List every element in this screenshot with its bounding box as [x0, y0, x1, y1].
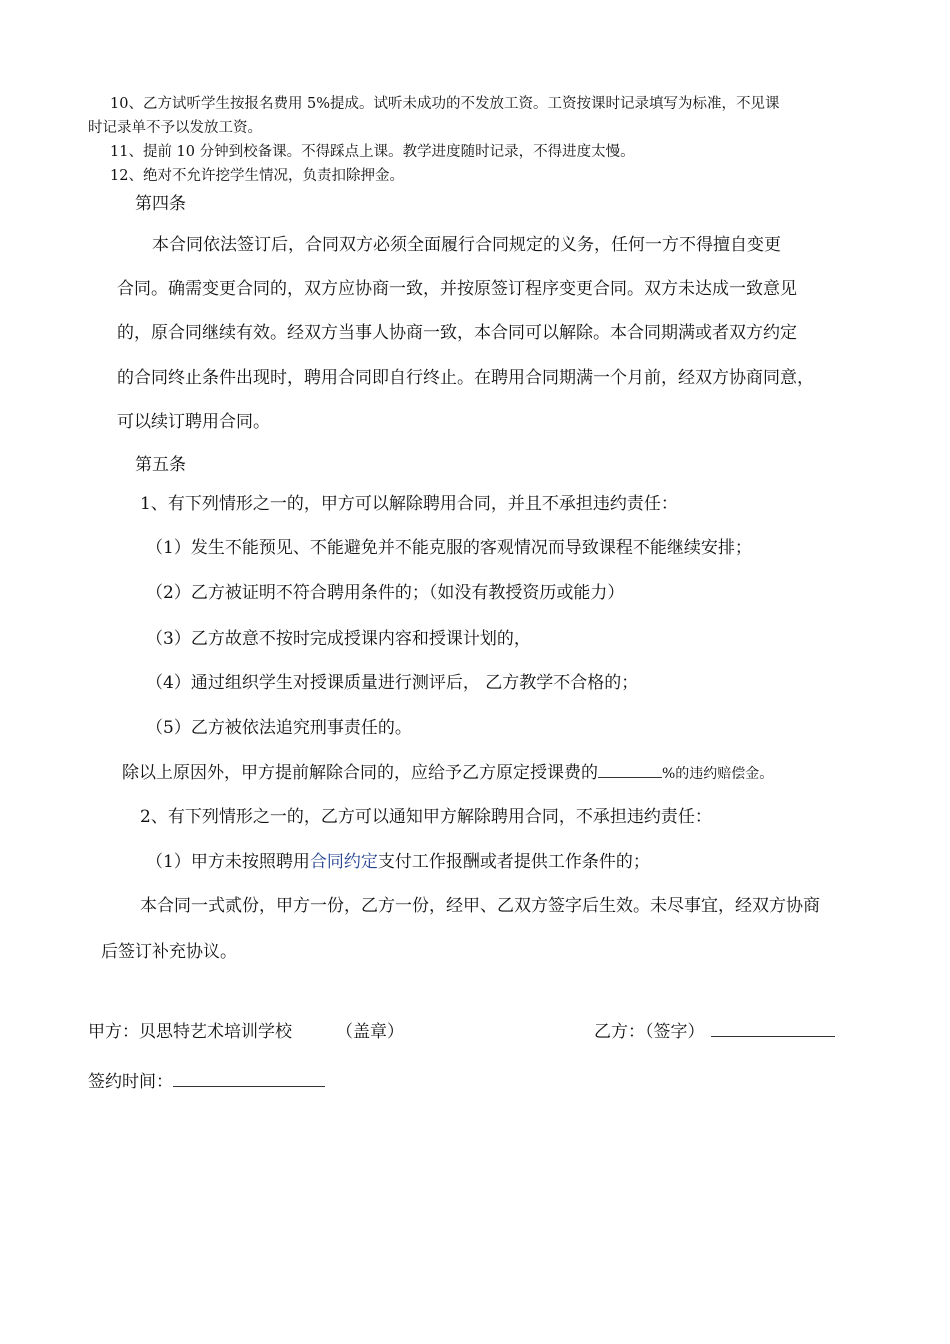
clause-10-line1: 10、乙方试听学生按报名费用 5%提成。试听未成功的不发放工资。工资按课时记录填写为标准，不见课 — [110, 96, 780, 112]
penalty-text-after: %的违约赔偿金。 — [662, 766, 774, 782]
party-b-signature — [594, 1017, 835, 1042]
article-4-heading: 第四条 — [135, 194, 186, 214]
clause-2-item-text: （1）甲方未按照聘用 — [146, 852, 310, 872]
article-4-line: 合同。确需变更合同的，双方应协商一致，并按原签订程序变更合同。双方未达成一致意见 — [117, 279, 797, 299]
article-5-clause-1-item: （4）通过组织学生对授课质量进行测评后， 乙方教学不合格的； — [146, 673, 639, 693]
clause-2-item-text-end: 支付工作报酬或者提供工作条件的； — [377, 852, 650, 872]
article-5-clause-2: 2、有下列情形之一的，乙方可以通知甲方解除聘用合同，不承担违约责任： — [140, 807, 712, 827]
article-4-line: 的，原合同继续有效。经双方当事人协商一致，本合同可以解除。本合同期满或者双方约定 — [117, 323, 797, 343]
article-5-clause-1-item: （2）乙方被证明不符合聘用条件的；（如没有教授资历或能力） — [146, 583, 625, 603]
penalty-percent-blank[interactable] — [598, 776, 662, 778]
signing-date-blank[interactable] — [173, 1085, 325, 1087]
penalty-clause — [122, 758, 773, 783]
closing-line-1: 本合同一式贰份，甲方一份，乙方一份，经甲、乙双方签字后生效。未尽事宜，经双方协商 — [140, 896, 820, 916]
article-5-clause-1-item: （3）乙方故意不按时完成授课内容和授课计划的， — [146, 629, 531, 649]
article-5-clause-2-item — [146, 847, 650, 872]
article-5-heading: 第五条 — [135, 455, 186, 475]
signing-date-label: 签约时间： — [88, 1072, 173, 1092]
signing-date — [88, 1067, 325, 1092]
article-4-line: 可以续订聘用合同。 — [117, 412, 270, 432]
article-4-line: 的合同终止条件出现时，聘用合同即自行终止。在聘用合同期满一个月前，经双方协商同意， — [117, 368, 814, 388]
clause-12: 12、绝对不允许挖学生情况，负责扣除押金。 — [110, 168, 404, 184]
contract-terms-link[interactable]: 合同约定 — [309, 852, 378, 872]
clause-11: 11、提前 10 分钟到校备课。不得踩点上课。教学进度随时记录，不得进度太慢。 — [110, 144, 635, 160]
article-5-clause-1-item: （1）发生不能预见、不能避免并不能克服的客观情况而导致课程不能继续安排； — [146, 538, 752, 558]
party-b-signature-blank[interactable] — [711, 1035, 835, 1037]
penalty-text-before: 除以上原因外，甲方提前解除合同的，应给予乙方原定授课费的 — [122, 763, 598, 783]
party-a-seal: （盖章） — [336, 1022, 404, 1042]
article-5-clause-1: 1、有下列情形之一的，甲方可以解除聘用合同，并且不承担违约责任： — [140, 494, 678, 514]
party-a-label: 甲方：贝思特艺术培训学校 — [88, 1022, 292, 1042]
party-b-label: 乙方：（签字） — [594, 1022, 705, 1042]
clause-10-line2: 时记录单不予以发放工资。 — [88, 120, 262, 136]
closing-line-2: 后签订补充协议。 — [101, 942, 237, 962]
article-4-line: 本合同依法签订后，合同双方必须全面履行合同规定的义务，任何一方不得擅自变更 — [152, 235, 781, 255]
article-5-clause-1-item: （5）乙方被依法追究刑事责任的。 — [146, 718, 412, 738]
